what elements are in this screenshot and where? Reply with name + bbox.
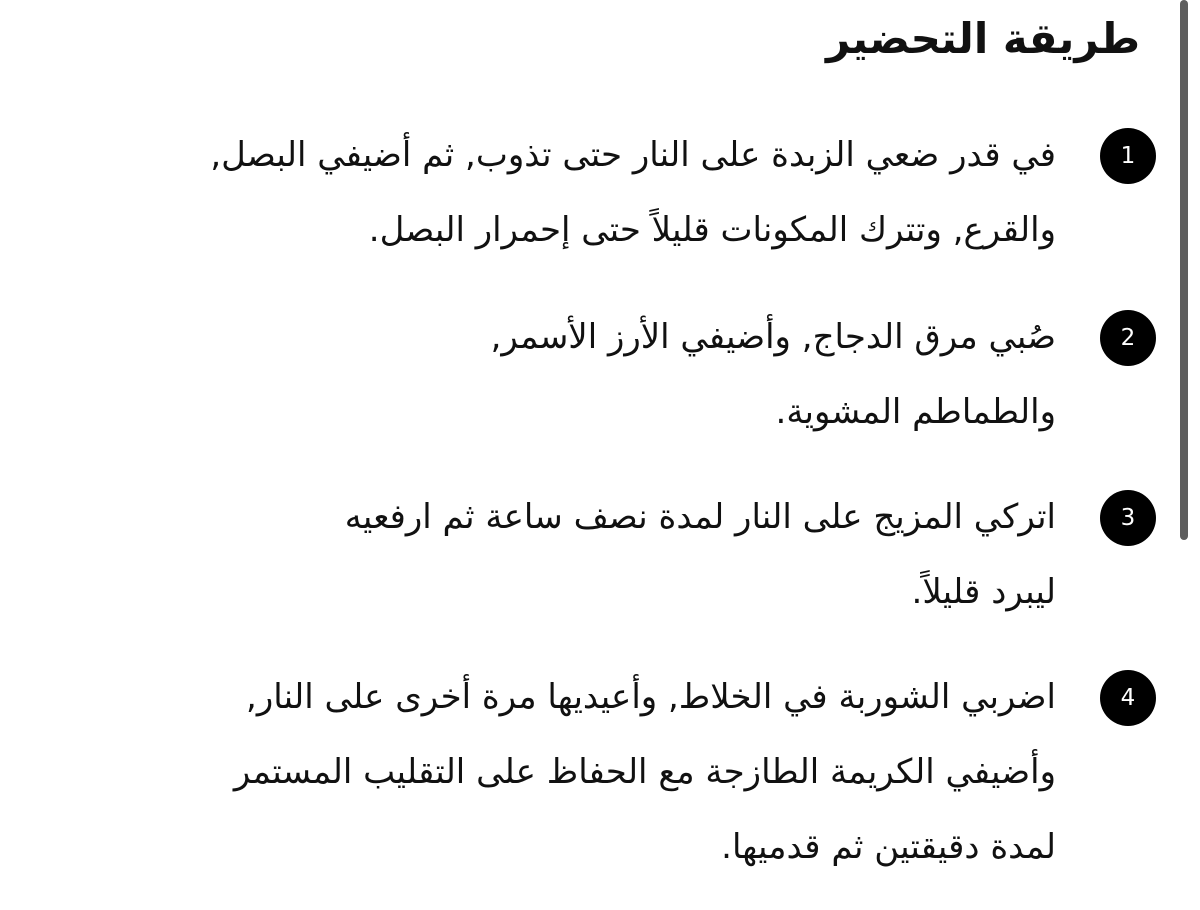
- step-line: اتركي المزيج على النار لمدة نصف ساعة ثم ارفعيه: [344, 497, 1056, 537]
- step-text: [491, 300, 1056, 450]
- step-text: [234, 660, 1056, 885]
- step-line: صُبي مرق الدجاج, وأضيفي الأرز الأسمر,: [490, 317, 1056, 357]
- step-line: اضربي الشوربة في الخلاط, وأعيديها مرة أخرى على النار,: [246, 677, 1056, 717]
- step-text: [210, 118, 1056, 268]
- step-line: لمدة دقيقتين ثم قدميها.: [721, 827, 1056, 867]
- step-text: [345, 480, 1056, 630]
- step-number-badge: 4: [1100, 670, 1156, 726]
- step-line: ليبرد قليلاً.: [911, 572, 1056, 612]
- scrollbar[interactable]: [1180, 0, 1188, 540]
- section-title: طريقة التحضير: [825, 14, 1140, 63]
- step-line: في قدر ضعي الزبدة على النار حتى تذوب, ثم أضيفي البصل,: [210, 135, 1056, 175]
- step-line: والطماطم المشوية.: [775, 392, 1056, 432]
- step-line: وأضيفي الكريمة الطازجة مع الحفاظ على التقليب المستمر: [233, 752, 1056, 792]
- step-number-badge: 2: [1100, 310, 1156, 366]
- step-line: والقرع, وتترك المكونات قليلاً حتى إحمرار البصل.: [368, 210, 1056, 250]
- step-number-badge: 3: [1100, 490, 1156, 546]
- step-number-badge: 1: [1100, 128, 1156, 184]
